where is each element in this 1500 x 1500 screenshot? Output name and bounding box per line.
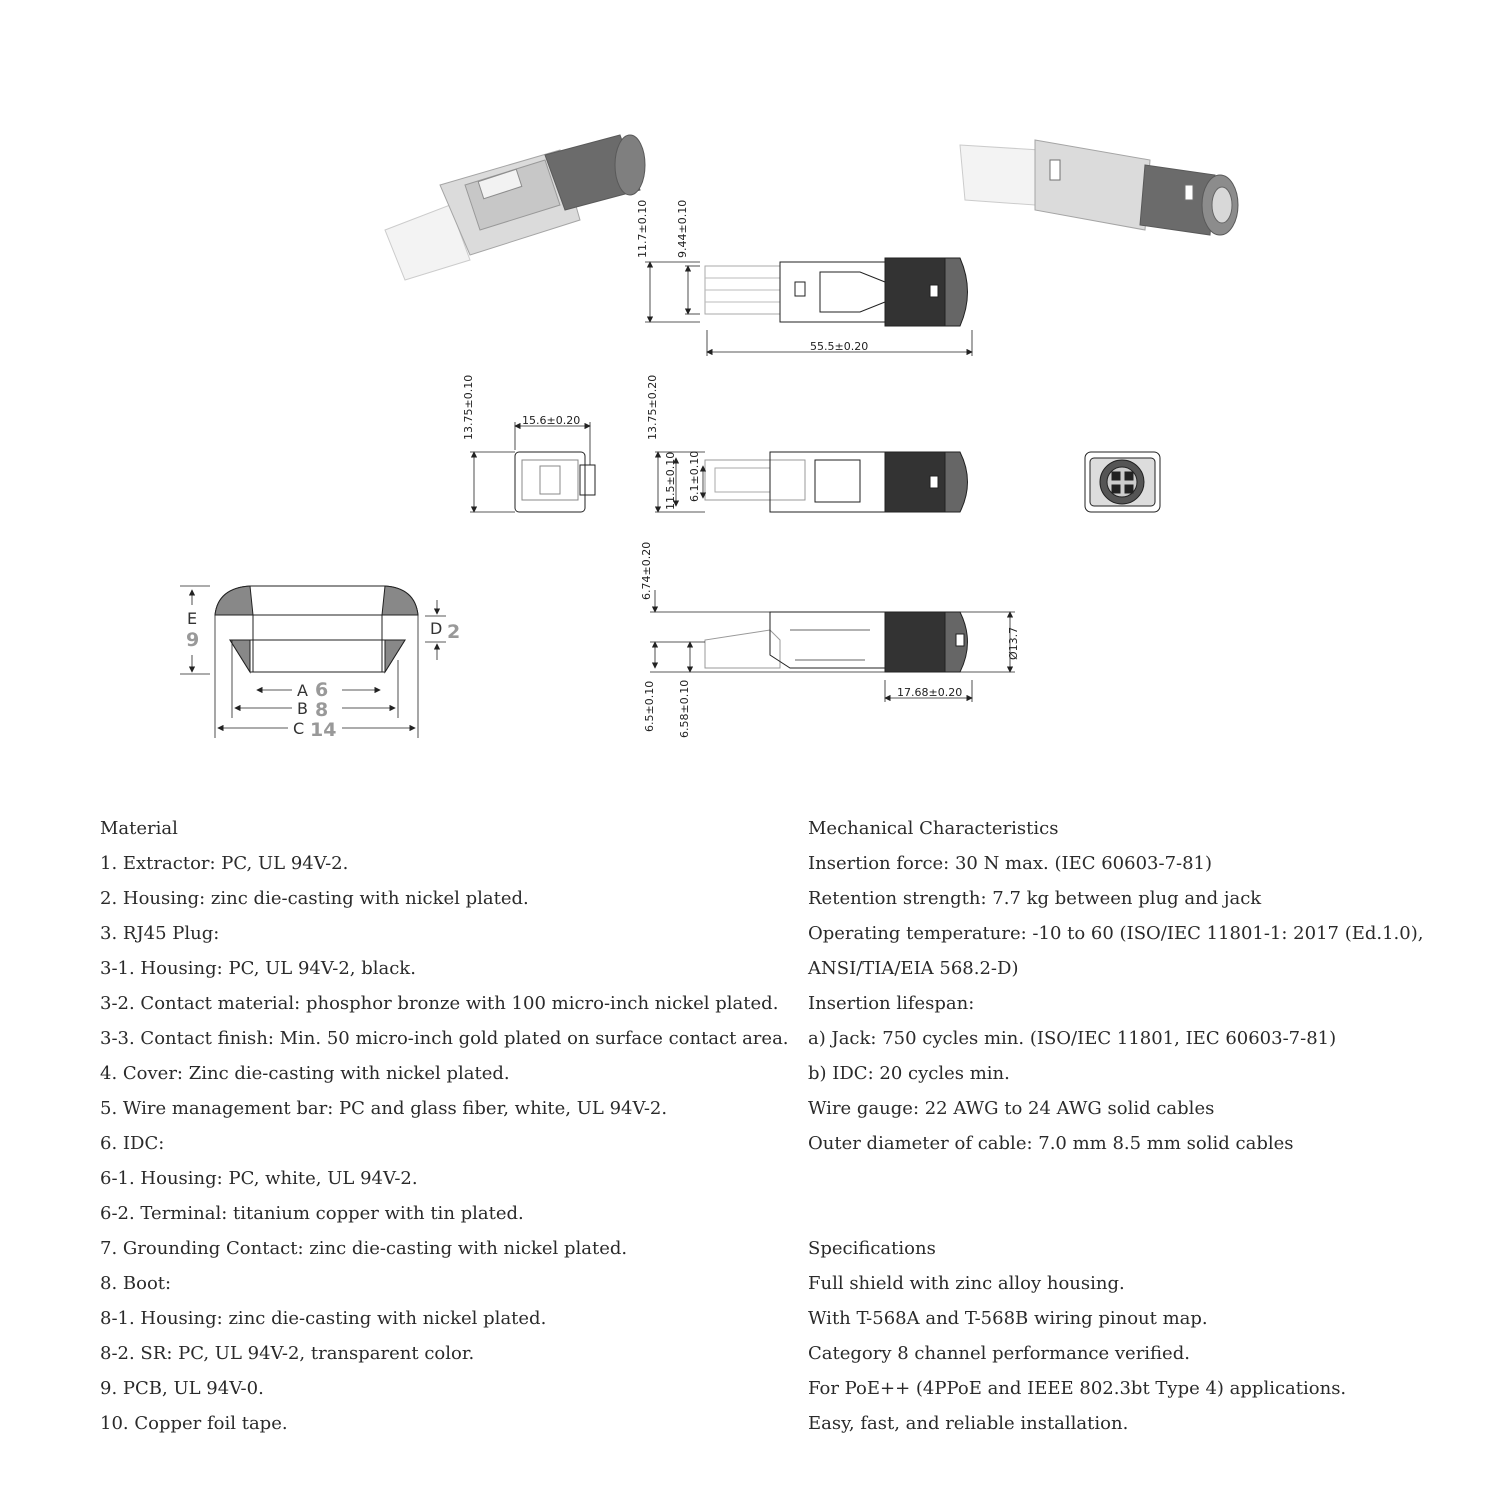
dim-bottom-b: 6.58±0.10 [678, 679, 691, 738]
boot-detail [180, 586, 446, 738]
end-view [1085, 452, 1160, 512]
boot-label-e: E [187, 609, 198, 628]
list-item: Outer diameter of cable: 7.0 mm 8.5 mm solid cables [808, 1133, 1294, 1154]
list-item: Category 8 channel performance verified. [808, 1343, 1190, 1364]
list-item: Wire gauge: 22 AWG to 24 AWG solid cables [808, 1098, 1215, 1119]
dim-bottom-diameter: Ø13.7 [1007, 626, 1020, 660]
boot-value-b: 8 [315, 699, 329, 721]
list-item: Insertion force: 30 N max. (IEC 60603-7-81) [808, 853, 1213, 874]
material-heading: Material [100, 818, 178, 839]
specifications-section [808, 1231, 1488, 1441]
right-column [808, 811, 1488, 1441]
connector-render-left [385, 135, 645, 280]
list-item: For PoE++ (4PPoE and IEEE 802.3bt Type 4) applications. [808, 1378, 1347, 1399]
list-item: 6-2. Terminal: titanium copper with tin plated. [100, 1203, 524, 1224]
list-item: Easy, fast, and reliable installation. [808, 1413, 1129, 1434]
boot-label-b: B [297, 699, 308, 718]
dim-bottom-boot-length: 17.68±0.20 [897, 686, 963, 699]
dim-bottom-a: 6.5±0.10 [643, 680, 656, 732]
list-item: 5. Wire management bar: PC and glass fiber, white, UL 94V-2. [100, 1098, 668, 1119]
specifications-heading: Specifications [808, 1238, 936, 1259]
list-item: a) Jack: 750 cycles min. (ISO/IEC 11801, IEC 60603-7-81) [808, 1028, 1337, 1049]
dim-top-height-outer: 11.7±0.10 [636, 199, 649, 258]
list-item: 2. Housing: zinc die-casting with nickel plated. [100, 888, 529, 909]
top-view [645, 258, 972, 356]
list-item: 7. Grounding Contact: zinc die-casting with nickel plated. [100, 1238, 628, 1259]
section-gap [808, 1161, 1488, 1196]
mechanical-list [808, 846, 1488, 1161]
dim-top-height-inner: 9.44±0.10 [676, 199, 689, 258]
list-item: b) IDC: 20 cycles min. [808, 1063, 1010, 1084]
boot-value-d: 2 [447, 621, 461, 643]
list-item: 3. RJ45 Plug: [100, 923, 220, 944]
dim-side-height-inner: 6.1±0.10 [688, 450, 701, 502]
mechanical-heading: Mechanical Characteristics [808, 818, 1059, 839]
side-view [655, 452, 968, 512]
list-item: 3-1. Housing: PC, UL 94V-2, black. [100, 958, 416, 979]
list-item: 3-2. Contact material: phosphor bronze with 100 micro-inch nickel plated. [100, 993, 779, 1014]
boot-label-d: D [430, 619, 443, 638]
boot-value-e: 9 [186, 629, 200, 651]
boot-label-a: A [297, 681, 308, 700]
material-section [100, 811, 800, 1441]
list-item: ANSI/TIA/EIA 568.2-D) [808, 958, 1019, 979]
section-gap [808, 1196, 1488, 1231]
list-item: Operating temperature: -10 to 60 (ISO/IEC 11801-1: 2017 (Ed.1.0), [808, 923, 1424, 944]
list-item: 9. PCB, UL 94V-0. [100, 1378, 264, 1399]
dim-front-height: 13.75±0.10 [462, 374, 475, 440]
boot-value-a: 6 [315, 679, 329, 701]
list-item: Full shield with zinc alloy housing. [808, 1273, 1125, 1294]
list-item: Insertion lifespan: [808, 993, 975, 1014]
connector-render-right [960, 140, 1238, 235]
list-item: 1. Extractor: PC, UL 94V-2. [100, 853, 349, 874]
list-item: 6-1. Housing: PC, white, UL 94V-2. [100, 1168, 418, 1189]
dim-bottom-top-offset: 6.74±0.20 [640, 541, 653, 600]
list-item: 4. Cover: Zinc die-casting with nickel plated. [100, 1063, 510, 1084]
list-item: 6. IDC: [100, 1133, 165, 1154]
mechanical-section [808, 811, 1488, 1161]
list-item: Retention strength: 7.7 kg between plug and jack [808, 888, 1262, 909]
list-item: 10. Copper foil tape. [100, 1413, 288, 1434]
dim-top-length: 55.5±0.20 [810, 340, 869, 353]
front-view [470, 422, 595, 512]
list-item: With T-568A and T-568B wiring pinout map. [808, 1308, 1208, 1329]
list-item: 8-2. SR: PC, UL 94V-2, transparent color. [100, 1343, 475, 1364]
dim-side-height-mid: 11.5±0.10 [664, 451, 677, 510]
boot-value-c: 14 [310, 719, 337, 741]
list-item: 8-1. Housing: zinc die-casting with nickel plated. [100, 1308, 547, 1329]
list-item: 3-3. Contact finish: Min. 50 micro-inch gold plated on surface contact area. [100, 1028, 789, 1049]
dim-side-height-outer: 13.75±0.20 [646, 374, 659, 440]
material-list [100, 846, 800, 1441]
list-item: 8. Boot: [100, 1273, 172, 1294]
dim-front-width: 15.6±0.20 [522, 414, 581, 427]
boot-label-c: C [293, 719, 305, 738]
specifications-list [808, 1266, 1488, 1441]
